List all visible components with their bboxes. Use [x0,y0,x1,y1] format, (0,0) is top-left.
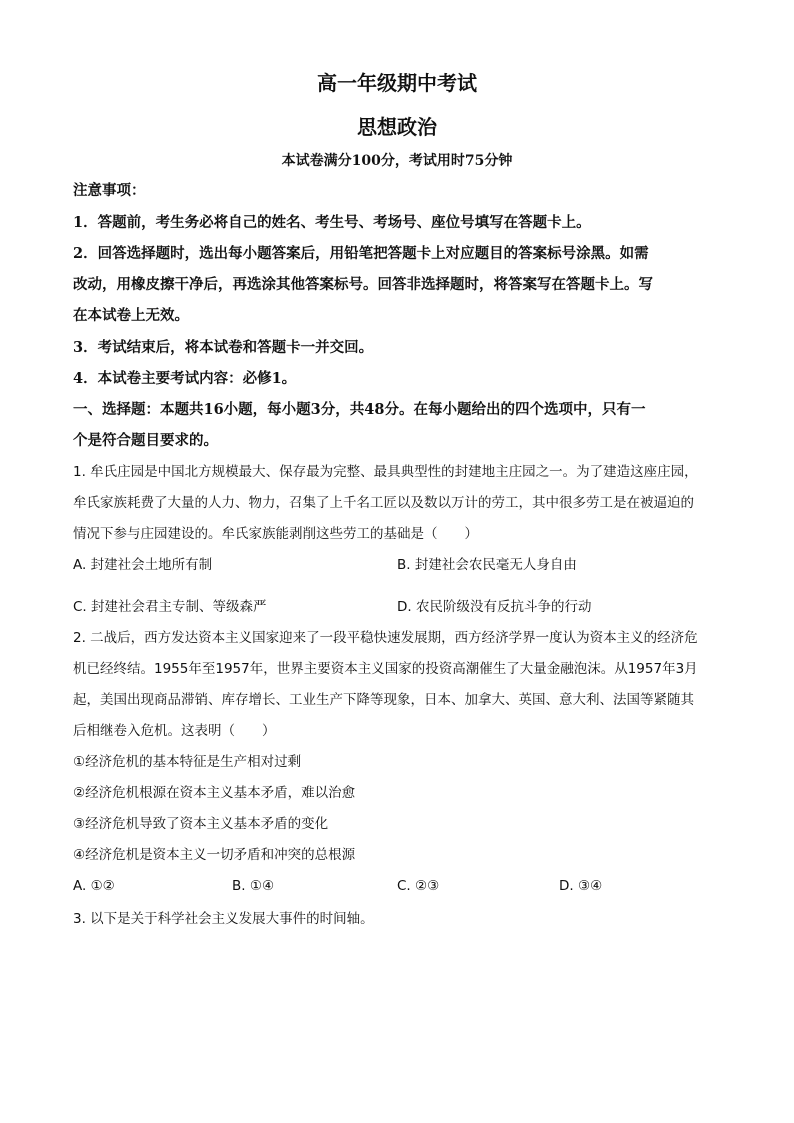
q1-option-b: B. 封建社会农民毫无人身自由 [397,557,577,573]
exam-title: 高一年级期中考试 [317,71,477,95]
question-2-text: 起，美国出现商品滞销、库存增长、工业生产下降等现象，日本、加拿大、英国、意大利、法国等紧随其 [73,692,694,708]
q2-option-d: D. ③④ [559,878,603,894]
notes-heading: 注意事项： [73,182,146,199]
subject-title: 思想政治 [357,115,437,139]
note-line: 改动，用橡皮擦干净后，再选涂其他答案标号。回答非选择题时，将答案写在答题卡上。写 [73,276,653,293]
note-line: 1．答题前，考生务必将自己的姓名、考生号、考场号、座位号填写在答题卡上。 [73,214,591,231]
question-3-text: 3. 以下是关于科学社会主义发展大事件的时间轴。 [73,911,374,927]
section-heading: 个是符合题目要求的。 [73,432,218,449]
q2-statement: ④经济危机是资本主义一切矛盾和冲突的总根源 [73,847,356,863]
exam-info: 本试卷满分100分，考试用时75分钟 [281,153,513,169]
question-1-text: 牟氏家族耗费了大量的人力、物力，召集了上千名工匠以及数以万计的劳工，其中很多劳工是在被逼迫的 [73,495,694,511]
q2-statement: ③经济危机导致了资本主义基本矛盾的变化 [73,816,329,832]
q2-statement: ②经济危机根源在资本主义基本矛盾，难以治愈 [73,785,356,801]
question-2-text: 2. 二战后，西方发达资本主义国家迎来了一段平稳快速发展期，西方经济学界一度认为资本主义的经济危 [73,630,698,646]
note-line: 2．回答选择题时，选出每小题答案后，用铅笔把答题卡上对应题目的答案标号涂黑。如需 [73,245,649,262]
note-line: 3．考试结束后，将本试卷和答题卡一并交回。 [73,339,374,356]
question-2-text: 机已经终结。1955年至1957年，世界主要资本主义国家的投资高潮催生了大量金融泡沫。从1957年3月 [73,661,698,677]
note-line: 在本试卷上无效。 [73,307,189,324]
q2-option-b: B. ①④ [232,878,275,894]
q1-option-c: C. 封建社会君主专制、等级森严 [73,599,267,615]
q2-option-a: A. ①② [73,878,115,894]
section-heading: 一、选择题：本题共16小题，每小题3分，共48分。在每小题给出的四个选项中，只有一 [73,401,646,418]
q2-statement: ①经济危机的基本特征是生产相对过剩 [73,754,302,770]
q1-option-d: D. 农民阶级没有反抗斗争的行动 [397,599,592,615]
q2-option-c: C. ②③ [397,878,440,894]
q1-option-a: A. 封建社会土地所有制 [73,557,213,573]
question-2-text: 后相继卷入危机。这表明（ ） [73,723,276,739]
note-line: 4．本试卷主要考试内容：必修1。 [73,370,297,387]
question-1-text: 1. 牟氏庄园是中国北方规模最大、保存最为完整、最具典型性的封建地主庄园之一。为了建造这座庄园， [73,464,698,480]
question-1-text: 情况下参与庄园建设的。牟氏家族能剥削这些劳工的基础是（ ） [73,526,478,542]
